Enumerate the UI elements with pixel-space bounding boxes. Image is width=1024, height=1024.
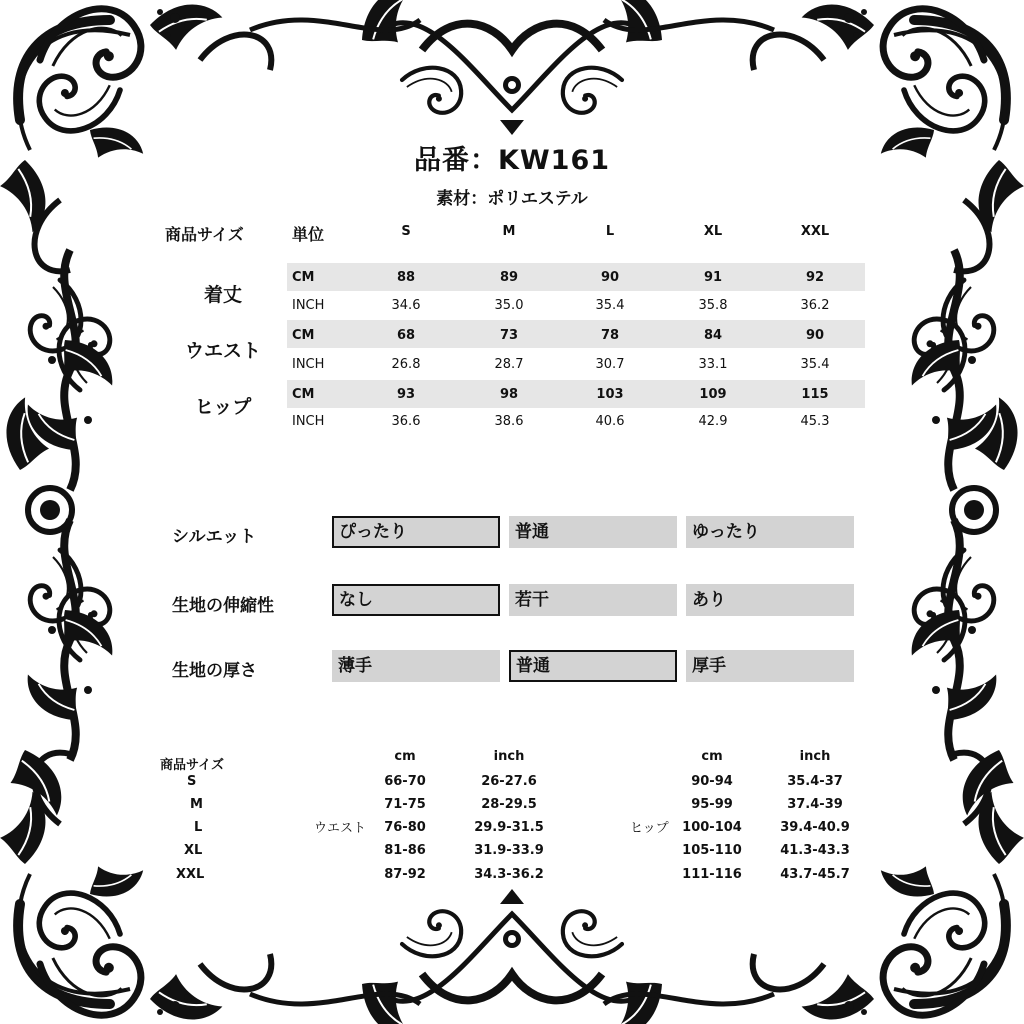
guide-cell: 39.4-40.9 <box>780 820 850 835</box>
guide-waist-inch-header: inch <box>493 749 525 764</box>
table-cell: 28.7 <box>494 357 524 372</box>
guide-cell: 87-92 <box>384 867 426 882</box>
thickness-option-thick: 厚手 <box>686 650 854 682</box>
size-header-m: M <box>502 224 516 239</box>
thickness-label: 生地の厚さ <box>172 661 257 681</box>
guide-cell: 43.7-45.7 <box>780 867 850 882</box>
thickness-option-regular: 普通 <box>509 650 677 682</box>
table-cell: 98 <box>499 387 519 402</box>
unit-inch: INCH <box>292 298 325 313</box>
size-header-s: S <box>401 224 411 239</box>
product-material: 素材：ポリエステル <box>436 189 588 209</box>
stretch-option-yes: あり <box>686 584 854 616</box>
size-table-size-header: 商品サイズ <box>165 225 244 244</box>
guide-size: L <box>194 820 203 835</box>
group-label-hip: ヒップ <box>194 396 252 418</box>
table-cell: 88 <box>396 270 416 285</box>
size-header-xxl: XXL <box>800 224 830 239</box>
guide-cell: 26-27.6 <box>481 774 537 789</box>
table-cell: 30.7 <box>595 357 625 372</box>
table-cell: 92 <box>805 270 825 285</box>
guide-size: XL <box>184 843 203 858</box>
silhouette-label: シルエット <box>172 527 257 547</box>
guide-hip-cm-header: cm <box>701 749 723 764</box>
guide-cell: 71-75 <box>384 797 426 812</box>
guide-cell: 111-116 <box>682 867 742 882</box>
table-cell: 38.6 <box>494 414 524 429</box>
table-cell: 35.4 <box>800 357 830 372</box>
table-cell: 109 <box>699 387 727 402</box>
stretch-option-slight: 若干 <box>509 584 677 616</box>
silhouette-option-tight: ぴったり <box>332 516 500 548</box>
silhouette-option-loose: ゆったり <box>686 516 854 548</box>
silhouette-option-regular: 普通 <box>509 516 677 548</box>
stretch-label: 生地の伸縮性 <box>172 596 274 616</box>
unit-inch: INCH <box>292 357 325 372</box>
group-label-length: 着丈 <box>203 284 242 306</box>
table-cell: 84 <box>703 328 723 343</box>
guide-cell: 90-94 <box>691 774 733 789</box>
guide-cell: 35.4-37 <box>787 774 843 789</box>
table-cell: 36.2 <box>800 298 830 313</box>
thickness-option-thin: 薄手 <box>332 650 500 682</box>
table-cell: 26.8 <box>391 357 421 372</box>
table-cell: 42.9 <box>698 414 728 429</box>
guide-cell: 41.3-43.3 <box>780 843 850 858</box>
guide-size: S <box>187 774 197 789</box>
table-cell: 34.6 <box>391 298 421 313</box>
table-cell: 91 <box>703 270 723 285</box>
group-label-waist: ウエスト <box>184 340 261 362</box>
table-cell: 40.6 <box>595 414 625 429</box>
guide-waist-cm-header: cm <box>394 749 416 764</box>
unit-cm: CM <box>292 270 315 285</box>
unit-inch: INCH <box>292 414 325 429</box>
unit-cm: CM <box>292 387 315 402</box>
guide-cell: 81-86 <box>384 843 426 858</box>
table-cell: 115 <box>801 387 829 402</box>
guide-size-header: 商品サイズ <box>160 758 224 773</box>
size-header-l: L <box>605 224 615 239</box>
size-table-unit-header: 単位 <box>292 225 325 244</box>
guide-cell: 31.9-33.9 <box>474 843 544 858</box>
guide-waist-label: ウエスト <box>314 821 367 836</box>
guide-cell: 34.3-36.2 <box>474 867 544 882</box>
table-cell: 90 <box>805 328 825 343</box>
guide-cell: 66-70 <box>384 774 426 789</box>
unit-cm: CM <box>292 328 315 343</box>
table-cell: 78 <box>600 328 620 343</box>
table-cell: 89 <box>499 270 519 285</box>
guide-cell: 95-99 <box>691 797 733 812</box>
table-cell: 103 <box>596 387 624 402</box>
guide-cell: 76-80 <box>384 820 426 835</box>
table-cell: 45.3 <box>800 414 830 429</box>
guide-hip-label: ヒップ <box>630 821 669 836</box>
table-cell: 35.0 <box>494 298 524 313</box>
table-cell: 36.6 <box>391 414 421 429</box>
product-number: 品番：KW161 <box>413 145 611 176</box>
table-cell: 35.4 <box>595 298 625 313</box>
guide-size: M <box>190 797 203 812</box>
guide-size: XXL <box>176 867 205 882</box>
table-cell: 35.8 <box>698 298 728 313</box>
size-header-xl: XL <box>703 224 723 239</box>
guide-hip-inch-header: inch <box>799 749 831 764</box>
stretch-option-none: なし <box>332 584 500 616</box>
guide-cell: 29.9-31.5 <box>474 820 544 835</box>
table-cell: 73 <box>499 328 519 343</box>
table-cell: 33.1 <box>698 357 728 372</box>
guide-cell: 37.4-39 <box>787 797 843 812</box>
guide-cell: 105-110 <box>682 843 742 858</box>
guide-cell: 100-104 <box>682 820 742 835</box>
table-cell: 93 <box>396 387 416 402</box>
table-cell: 68 <box>396 328 416 343</box>
guide-cell: 28-29.5 <box>481 797 537 812</box>
table-cell: 90 <box>600 270 620 285</box>
